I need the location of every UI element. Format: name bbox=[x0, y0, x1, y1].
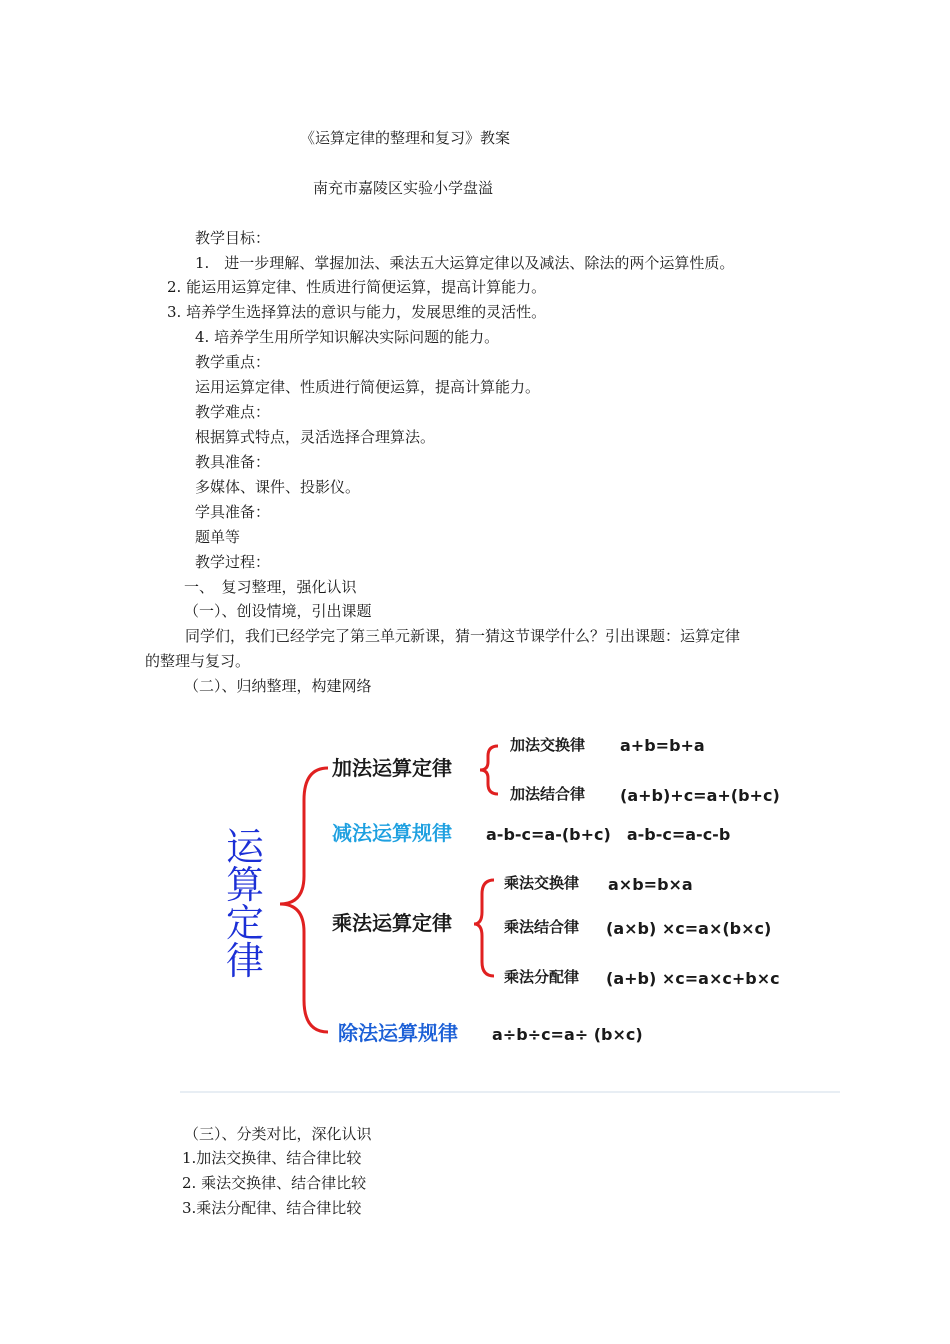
multiplication-brace bbox=[474, 880, 494, 976]
comparison-item-2: 2. 乘法交换律、结合律比较 bbox=[182, 1174, 367, 1192]
main-brace bbox=[280, 768, 328, 1032]
mind-map-svg bbox=[180, 700, 840, 1095]
subtraction-rules-formula: a-b-c=a-(b+c) a-b-c=a-c-b bbox=[486, 825, 731, 844]
student-tools-heading: 学具准备： bbox=[195, 503, 271, 521]
division-rules-label: 除法运算规律 bbox=[338, 1021, 458, 1045]
difficulty-heading: 教学难点： bbox=[195, 403, 271, 421]
goal-item-3: 3. 培养学生选择算法的意识与能力，发展思维的灵活性。 bbox=[167, 303, 547, 321]
goal-item-4: 4. 培养学生用所学知识解决实际问题的能力。 bbox=[195, 328, 500, 346]
key-points-text: 运用运算定律、性质进行简便运算，提高计算能力。 bbox=[195, 378, 541, 396]
goal-item-1: 1. 进一步理解、掌握加法、乘法五大运算定律以及减法、除法的两个运算性质。 bbox=[195, 254, 735, 272]
root-char-1: 运 bbox=[225, 825, 265, 869]
subsection-heading-2: （二）、归纳整理，构建网络 bbox=[184, 677, 372, 695]
root-char-3: 定 bbox=[225, 901, 265, 945]
root-char-2: 算 bbox=[225, 863, 265, 907]
division-rules-formula: a÷b÷c=a÷ (b×c) bbox=[492, 1025, 643, 1044]
addition-laws-label: 加法运算定律 bbox=[332, 756, 452, 780]
addition-commutative-label: 加法交换律 bbox=[510, 736, 586, 754]
root-char-4: 律 bbox=[225, 939, 265, 983]
multiplication-associative-formula: (a×b) ×c=a×(b×c) bbox=[606, 919, 772, 938]
multiplication-laws-label: 乘法运算定律 bbox=[332, 911, 452, 935]
subsection-heading-3: （三）、分类对比，深化认识 bbox=[184, 1125, 372, 1143]
operation-laws-mind-map bbox=[180, 700, 840, 1095]
tools-text: 多媒体、课件、投影仪。 bbox=[195, 478, 361, 496]
goal-item-2: 2. 能运用运算定律、性质进行简便运算，提高计算能力。 bbox=[167, 278, 547, 296]
subtraction-rules-label: 减法运算规律 bbox=[332, 821, 452, 845]
student-tools-text: 题单等 bbox=[195, 528, 241, 546]
tools-heading: 教具准备： bbox=[195, 453, 271, 471]
addition-commutative-formula: a+b=b+a bbox=[620, 736, 705, 755]
subsection-heading-1: （一）、创设情境，引出课题 bbox=[184, 602, 372, 620]
process-heading: 教学过程： bbox=[195, 553, 271, 571]
key-points-heading: 教学重点： bbox=[195, 353, 271, 371]
comparison-item-1: 1.加法交换律、结合律比较 bbox=[182, 1149, 362, 1167]
multiplication-distributive-label: 乘法分配律 bbox=[504, 968, 580, 986]
addition-brace bbox=[480, 746, 498, 794]
document-title: 《运算定律的整理和复习》教案 bbox=[300, 129, 511, 147]
addition-associative-formula: (a+b)+c=a+(b+c) bbox=[620, 786, 780, 805]
goals-heading: 教学目标： bbox=[195, 229, 271, 247]
addition-associative-label: 加法结合律 bbox=[510, 785, 586, 803]
multiplication-commutative-label: 乘法交换律 bbox=[504, 874, 580, 892]
paragraph-line-1: 同学们，我们已经学完了第三单元新课，猜一猜这节课学什么？引出课题：运算定律 bbox=[185, 627, 741, 645]
multiplication-commutative-formula: a×b=b×a bbox=[608, 875, 693, 894]
difficulty-text: 根据算式特点，灵活选择合理算法。 bbox=[195, 428, 436, 446]
author-line: 南充市嘉陵区实验小学盘溢 bbox=[313, 179, 494, 197]
multiplication-distributive-formula: (a+b) ×c=a×c+b×c bbox=[606, 969, 780, 988]
section-heading-1: 一、 复习整理，强化认识 bbox=[184, 578, 357, 596]
paragraph-line-2: 的整理与复习。 bbox=[145, 652, 251, 670]
multiplication-associative-label: 乘法结合律 bbox=[504, 918, 580, 936]
comparison-item-3: 3.乘法分配律、结合律比较 bbox=[182, 1199, 362, 1217]
